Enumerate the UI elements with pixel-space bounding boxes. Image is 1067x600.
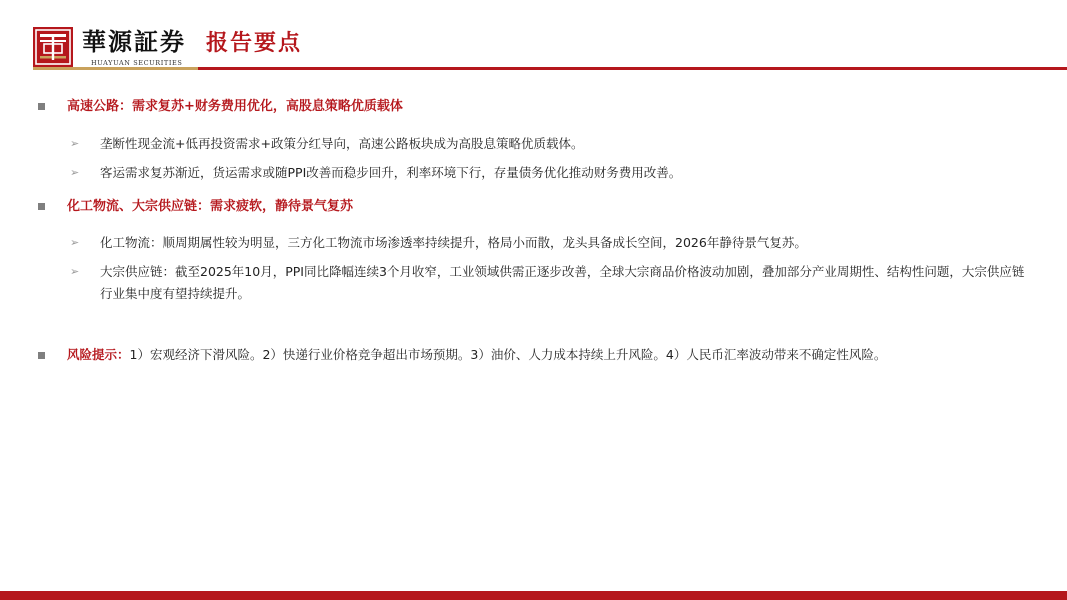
brand-name-cn: 華源証券 xyxy=(82,27,186,56)
risk-paragraph xyxy=(67,341,1035,369)
section-heading: 高速公路：需求复苏+财务费用优化，高股息策略优质载体 xyxy=(67,99,403,114)
bullet-text: 大宗供应链：截至2025年10月，PPI同比降幅连续3个月收窄，工业领域供需正逐步改善，全球大宗商品价格波动加剧，叠加部分产业周期性、结构性问题，大宗供应链行业集中度有望持续提升。 xyxy=(100,264,1025,301)
square-bullet-icon xyxy=(38,103,45,110)
arrowhead-bullet-icon: ➢ xyxy=(70,166,80,179)
brand-name-en: HUAYUAN SECURITIES xyxy=(91,59,183,67)
arrowhead-bullet-icon: ➢ xyxy=(70,236,80,249)
bullet-text: 化工物流：顺周期属性较为明显，三方化工物流市场渗透率持续提升，格局小而散，龙头具备成长空间，2026年静待景气复苏。 xyxy=(100,235,807,250)
page-title: 报告要点 xyxy=(206,30,303,56)
square-bullet-icon xyxy=(38,203,45,210)
header-divider-red xyxy=(198,67,1067,70)
section-heading: 化工物流、大宗供应链：需求疲软，静待景气复苏 xyxy=(67,199,354,214)
square-bullet-icon xyxy=(38,352,45,359)
huayuan-logo-icon xyxy=(33,27,73,67)
arrowhead-bullet-icon: ➢ xyxy=(70,265,80,278)
header-divider-gold xyxy=(33,67,198,70)
risk-text: 1）宏观经济下滑风险。2）快递行业价格竞争超出市场预期。3）油价、人力成本持续上升风险。4）人民币汇率波动带来不确定性风险。 xyxy=(129,347,887,362)
risk-label: 风险提示： xyxy=(67,347,130,362)
arrowhead-bullet-icon: ➢ xyxy=(70,137,80,150)
bullet-text: 垄断性现金流+低再投资需求+政策分红导向，高速公路板块成为高股息策略优质载体。 xyxy=(100,136,584,151)
bullet-text: 客运需求复苏渐近，货运需求或随PPI改善而稳步回升，利率环境下行，存量债务优化推动财务费用改善。 xyxy=(100,165,682,180)
footer-divider xyxy=(0,591,1067,600)
